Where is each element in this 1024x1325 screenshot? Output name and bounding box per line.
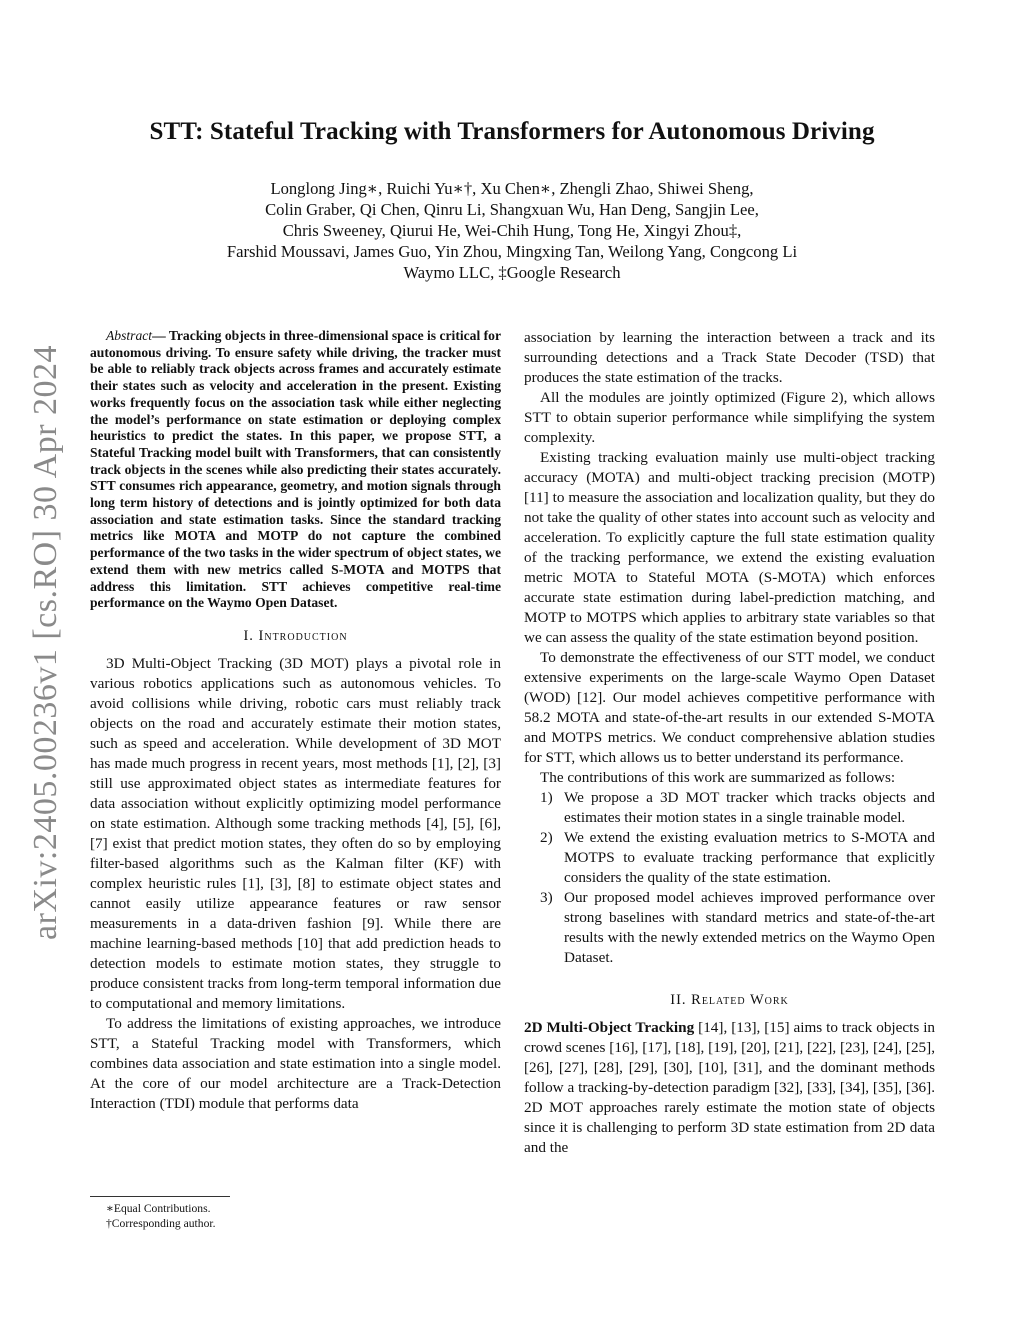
- right-column: [524, 328, 935, 1158]
- author-line: Colin Graber, Qi Chen, Qinru Li, Shangxuan Wu, Han Deng, Sangjin Lee,: [265, 200, 759, 219]
- footnote-equal-contribution: ∗Equal Contributions.: [106, 1202, 211, 1215]
- author-block: [100, 178, 924, 283]
- contributions-intro: The contributions of this work are summarized as follows:: [540, 769, 896, 786]
- abstract-text: — Tracking objects in three-dimensional space is critical for autonomous driving. To ensure safety while driving, the tracker must be able to reliably track objects across frames and accurately estimate their states such as velocity and acceleration in the present. Existing works frequently focus on the association task while either neglecting the model’s performance on state estimation or deploying complex heuristics to predict the states. In this paper, we propose STT, a Stateful Tracking model built with Transformers, that can consistently track objects in the scenes while also predicting their states accurately. STT consumes rich appearance, geometry, and motion signals through long term history of detections and is jointly optimized for both data association and state estimation tasks. Since the standard tracking metrics like MOTA and MOTP do not capture the combined performance of the two tasks in the wider spectrum of object states, we extend them with new metrics called S-MOTA and MOTPS that address this limitation. STT achieves competitive real-time performance on the Waymo Open Dataset.: [90, 328, 501, 611]
- list-item-text: We extend the existing evaluation metrics to S-MOTA and MOTPS to evaluate tracking performance that explicitly considers the quality of the state estimation.: [564, 829, 935, 886]
- right-paragraph-1: association by learning the interaction between a track and its surrounding detections and a Track State Decoder (TSD) that produces the state estimation of the tracks.: [524, 329, 935, 386]
- left-column: [90, 328, 501, 1114]
- contributions-list: [524, 788, 935, 968]
- paper-title: STT: Stateful Tracking with Transformers for Autonomous Driving: [149, 118, 875, 145]
- list-item-number: 1): [540, 789, 553, 806]
- affiliation-line: Waymo LLC, ‡Google Research: [403, 263, 621, 282]
- list-item-text: We propose a 3D MOT tracker which tracks objects and estimates their motion states in a single trainable model.: [564, 789, 935, 826]
- list-item-number: 3): [540, 889, 553, 906]
- footnote-corresponding-author: †Corresponding author.: [106, 1217, 216, 1230]
- author-line: Chris Sweeney, Qiurui He, Wei-Chih Hung, Tong He, Xingyi Zhou‡,: [282, 221, 742, 240]
- related-work-text: [14], [13], [15] aims to track objects in crowd scenes [16], [17], [18], [19], [20], [21], [22], [23], [24], [25], [26], [27], [28], [29], [30], [10], [31], and the dominant methods follow a tracking-by-detection paradigm [32], [33], [34], [35], [36]. 2D MOT approaches rarely estimate the motion state of objects since it is challenging to perform 3D state estimation from 2D data and the: [524, 1019, 936, 1156]
- list-item-number: 2): [540, 829, 553, 846]
- abstract: [90, 328, 501, 612]
- list-item: [524, 788, 935, 828]
- intro-paragraph-2: To address the limitations of existing approaches, we introduce STT, a Stateful Tracking model with Transformers, which combines data association and state estimation into a single model. At the core of our model architecture are a Track-Detection Interaction (TDI) module that performs data: [90, 1014, 501, 1112]
- right-paragraph-4: To demonstrate the effectiveness of our STT model, we conduct extensive experiments on the large-scale Waymo Open Dataset (WOD) [12]. Our model achieves competitive performance with 58.2 MOTA and state-of-the-art results in our extended S-MOTA and MOTPS metrics. We conduct comprehensive ablation studies for STT, which allows us to better understand its performance.: [524, 649, 935, 766]
- footnote-divider: [90, 1196, 230, 1197]
- intro-paragraph-1: 3D Multi-Object Tracking (3D MOT) plays a pivotal role in various robotics applications such as autonomous vehicles. To avoid collisions while driving, robotic cars must reliably track objects on the road and accurately estimate their motion states, such as speed and acceleration. While development of 3D MOT has made much progress in recent years, most methods [1], [2], [3] still use approximated object states as intermediate features for data association without explicitly optimizing model performance on state estimation. Although some tracking methods [4], [5], [6], [7] exist that predict motion states, they often do so by employing filter-based algorithms such as the Kalman filter (KF) with complex heuristic rules [1], [3], [8] to estimate object states and cannot easily utilize appearance features or raw sensor measurements in a data-driven fashion [9]. While there are machine learning-based methods [10] that add prediction heads to detection models to estimate motion states, they struggle to produce consistent tracks from long-term temporal information due to computational and memory limitations.: [90, 654, 501, 1012]
- section-heading-introduction: I. Introduction: [243, 627, 348, 644]
- arxiv-identifier[interactable]: arXiv:2405.00236v1 [cs.RO] 30 Apr 2024: [27, 344, 64, 940]
- list-item-text: Our proposed model achieves improved performance over strong baselines with standard metrics and state-of-the-art results with the newly extended metrics on the Waymo Open Dataset.: [564, 889, 935, 966]
- footnotes: [90, 1196, 501, 1231]
- section-heading-related-work: II. Related Work: [670, 992, 789, 1008]
- author-line: Farshid Moussavi, James Guo, Yin Zhou, Mingxing Tan, Weilong Yang, Congcong Li: [226, 242, 798, 261]
- related-work-bold-lead: 2D Multi-Object Tracking: [524, 1019, 695, 1036]
- abstract-lead: Abstract: [106, 328, 153, 343]
- related-work-paragraph: [524, 1018, 935, 1158]
- right-paragraph-3: Existing tracking evaluation mainly use multi-object tracking accuracy (MOTA) and multi-object tracking precision (MOTP) [11] to measure the association and localization quality, but they do not take the quality of other states into account such as velocity and acceleration. To explicitly capture the full state estimation quality of the tracking performance, we extend the existing evaluation metric MOTA to Stateful MOTA (S-MOTA) which enforces accurate state estimation during label-prediction matching, and MOTP to MOTPS which applies to arbitrary state variables so that we can assess the quality of the state estimation beyond position.: [524, 449, 935, 646]
- author-line: Longlong Jing∗, Ruichi Yu∗†, Xu Chen∗, Zhengli Zhao, Shiwei Sheng,: [270, 179, 754, 198]
- list-item: [524, 828, 935, 888]
- list-item: [524, 888, 935, 968]
- right-paragraph-2: All the modules are jointly optimized (Figure 2), which allows STT to obtain superior performance while simplifying the system complexity.: [524, 389, 935, 446]
